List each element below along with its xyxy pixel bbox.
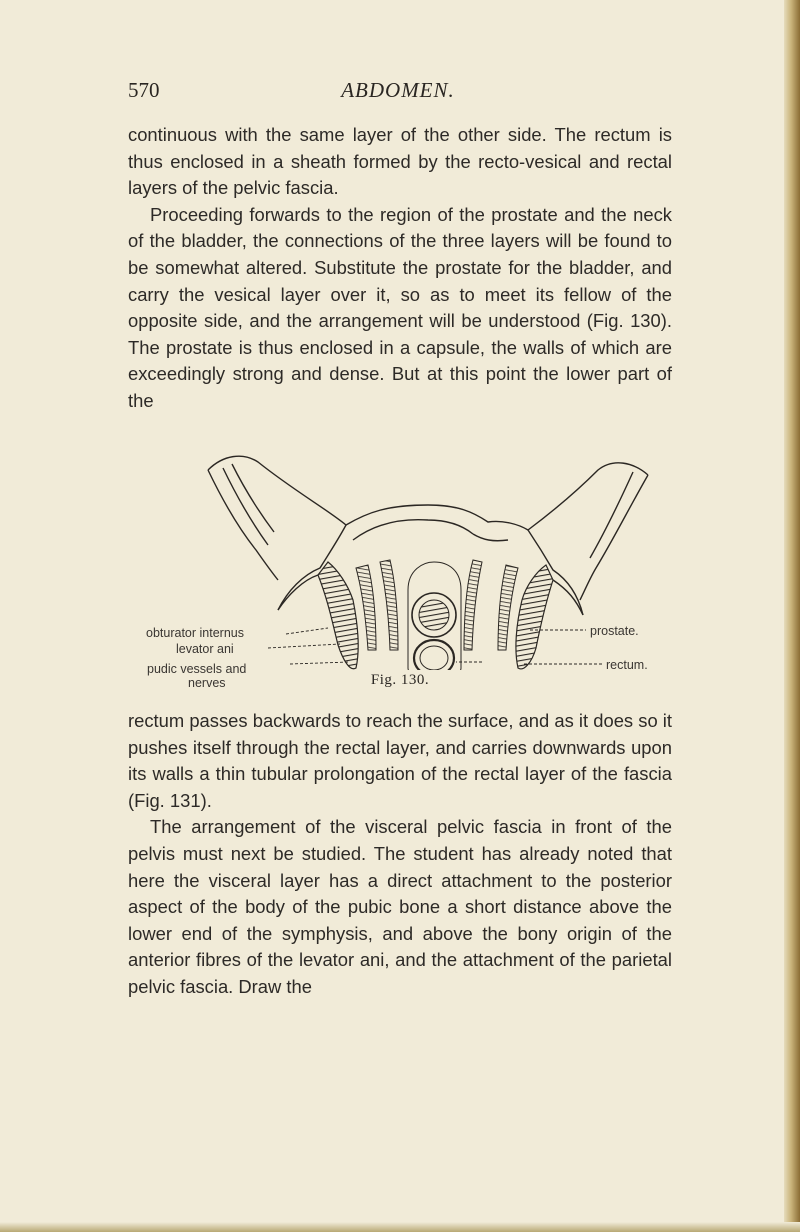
page-edge — [784, 0, 800, 1232]
paragraph: The arrangement of the visceral pelvic fascia in front of the pelvis must next be studied. The student has already noted that here the visceral layer has a direct attachment to the posterior aspect of the body of the pubic bone a short distance above the lower end of the symphysis, and above the bony origin of the anterior fibres of the levator ani, and the attachment of the parietal pelvic fascia. Draw the — [128, 816, 672, 997]
label-pudic-vessels: pudic vessels and — [147, 662, 247, 676]
running-head: ABDOMEN. — [341, 78, 455, 102]
paragraph: continuous with the same layer of the other side. The rectum is thus enclosed in a sheath formed by the recto-vesical and rectal layers of the pelvic fascia. — [128, 124, 672, 199]
label-obturator-internus: obturator internus — [146, 626, 244, 640]
label-rectum: rectum. — [606, 658, 648, 672]
figure-130 — [128, 450, 672, 690]
page-bottom-edge — [0, 1222, 800, 1232]
paragraph: Proceeding forwards to the region of the prostate and the neck of the bladder, the connections of the three layers will be found to be somewhat altered. Substitute the prostate for the bladder, and carry the vesical layer over it, so as to meet its fellow of the opposite side, and the arrangement will be understood (Fig. 130). The prostate is thus enclosed in a capsule, the walls of which are exceedingly strong and dense. But at this point the lower part of the — [128, 203, 672, 411]
label-levator-ani: levator ani — [176, 642, 234, 656]
paragraph: rectum passes backwards to reach the surface, and as it does so it pushes itself through the rectal layer, and carries downwards upon its walls a thin tubular prolongation of the rectal layer of the fascia (Fig. 131). — [128, 710, 672, 811]
text-block-top — [128, 122, 672, 415]
label-prostate: prostate. — [590, 624, 639, 638]
figure-caption: Fig. 130. — [370, 672, 430, 688]
page-header — [128, 78, 668, 106]
text-block-bottom — [128, 708, 672, 1001]
page-number: 570 — [128, 78, 160, 102]
label-nerves: nerves — [188, 676, 226, 690]
